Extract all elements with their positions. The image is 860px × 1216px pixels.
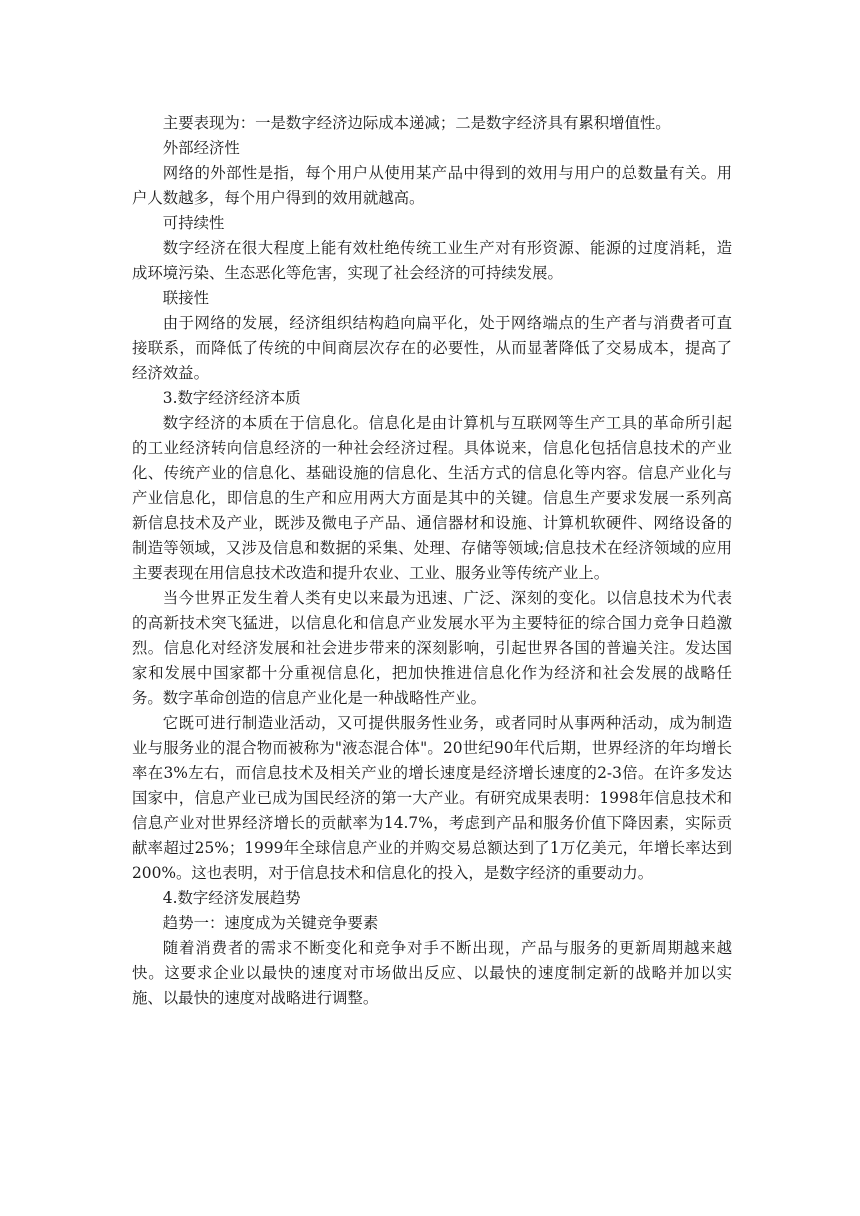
- heading-trend-one: 趋势一：速度成为关键竞争要素: [162, 914, 379, 932]
- section-heading-essence: 3.数字经济经济本质: [162, 389, 301, 407]
- heading-external-economy: 外部经济性: [162, 139, 240, 157]
- section-heading-trends: 4.数字经济发展趋势: [162, 889, 301, 907]
- paragraph-trend-one: 随着消费者的需求不断变化和竞争对手不断出现，产品与服务的更新周期越来越快。这要求企业以最快的速度对市场做出反应、以最快的速度制定新的战略并加以实施、以最快的速度对战略进行调整。: [132, 939, 732, 1007]
- paragraph-world-change: 当今世界正发生着人类有史以来最为迅速、广泛、深刻的变化。以信息技术为代表的高新技术突飞猛进，以信息化和信息产业发展水平为主要特征的综合国力竞争日趋激烈。信息化对经济发展和社会进步带来的深刻影响，引起世界各国的普遍关注。发达国家和发展中国家都十分重视信息化，把加快推进信息化作为经济和社会发展的战略任务。数字革命创造的信息产业化是一种战略性产业。: [132, 589, 732, 707]
- paragraph-intro: 主要表现为：一是数字经济边际成本递减；二是数字经济具有累积增值性。: [162, 114, 671, 132]
- paragraph-external-economy: 网络的外部性是指，每个用户从使用某产品中得到的效用与用户的总数量有关。用户人数越多，每个用户得到的效用就越高。: [132, 164, 732, 207]
- paragraph-connectivity: 由于网络的发展，经济组织结构趋向扁平化，处于网络端点的生产者与消费者可直接联系，而降低了传统的中间商层次存在的必要性，从而显著降低了交易成本，提高了经济效益。: [132, 314, 732, 382]
- paragraph-information-industry: 它既可进行制造业活动，又可提供服务性业务，或者同时从事两种活动，成为制造业与服务业的混合物而被称为"液态混合体"。20世纪90年代后期，世界经济的年均增长率在3%左右，而信息技术及相关产业的增长速度是经济增长速度的2-3倍。在许多发达国家中，信息产业已成为国民经济的第一大产业。有研究成果表明：1998年信息技术和信息产业对世界经济增长的贡献率为14.7%，考虑到产品和服务价值下降因素，实际贡献率超过25%；1999年全球信息产业的并购交易总额达到了1万亿美元，年增长率达到200%。这也表明，对于信息技术和信息化的投入，是数字经济的重要动力。: [132, 714, 732, 882]
- heading-connectivity: 联接性: [162, 289, 209, 307]
- heading-sustainability: 可持续性: [162, 214, 225, 232]
- document-body: [132, 111, 732, 1011]
- paragraph-sustainability: 数字经济在很大程度上能有效杜绝传统工业生产对有形资源、能源的过度消耗，造成环境污染、生态恶化等危害，实现了社会经济的可持续发展。: [132, 239, 732, 282]
- paragraph-essence: 数字经济的本质在于信息化。信息化是由计算机与互联网等生产工具的革命所引起的工业经济转向信息经济的一种社会经济过程。具体说来，信息化包括信息技术的产业化、传统产业的信息化、基础设施的信息化、生活方式的信息化等内容。信息产业化与产业信息化，即信息的生产和应用两大方面是其中的关键。信息生产要求发展一系列高新信息技术及产业，既涉及微电子产品、通信器材和设施、计算机软硬件、网络设备的制造等领域，又涉及信息和数据的采集、处理、存储等领域;信息技术在经济领域的应用主要表现在用信息技术改造和提升农业、工业、服务业等传统产业上。: [132, 414, 732, 582]
